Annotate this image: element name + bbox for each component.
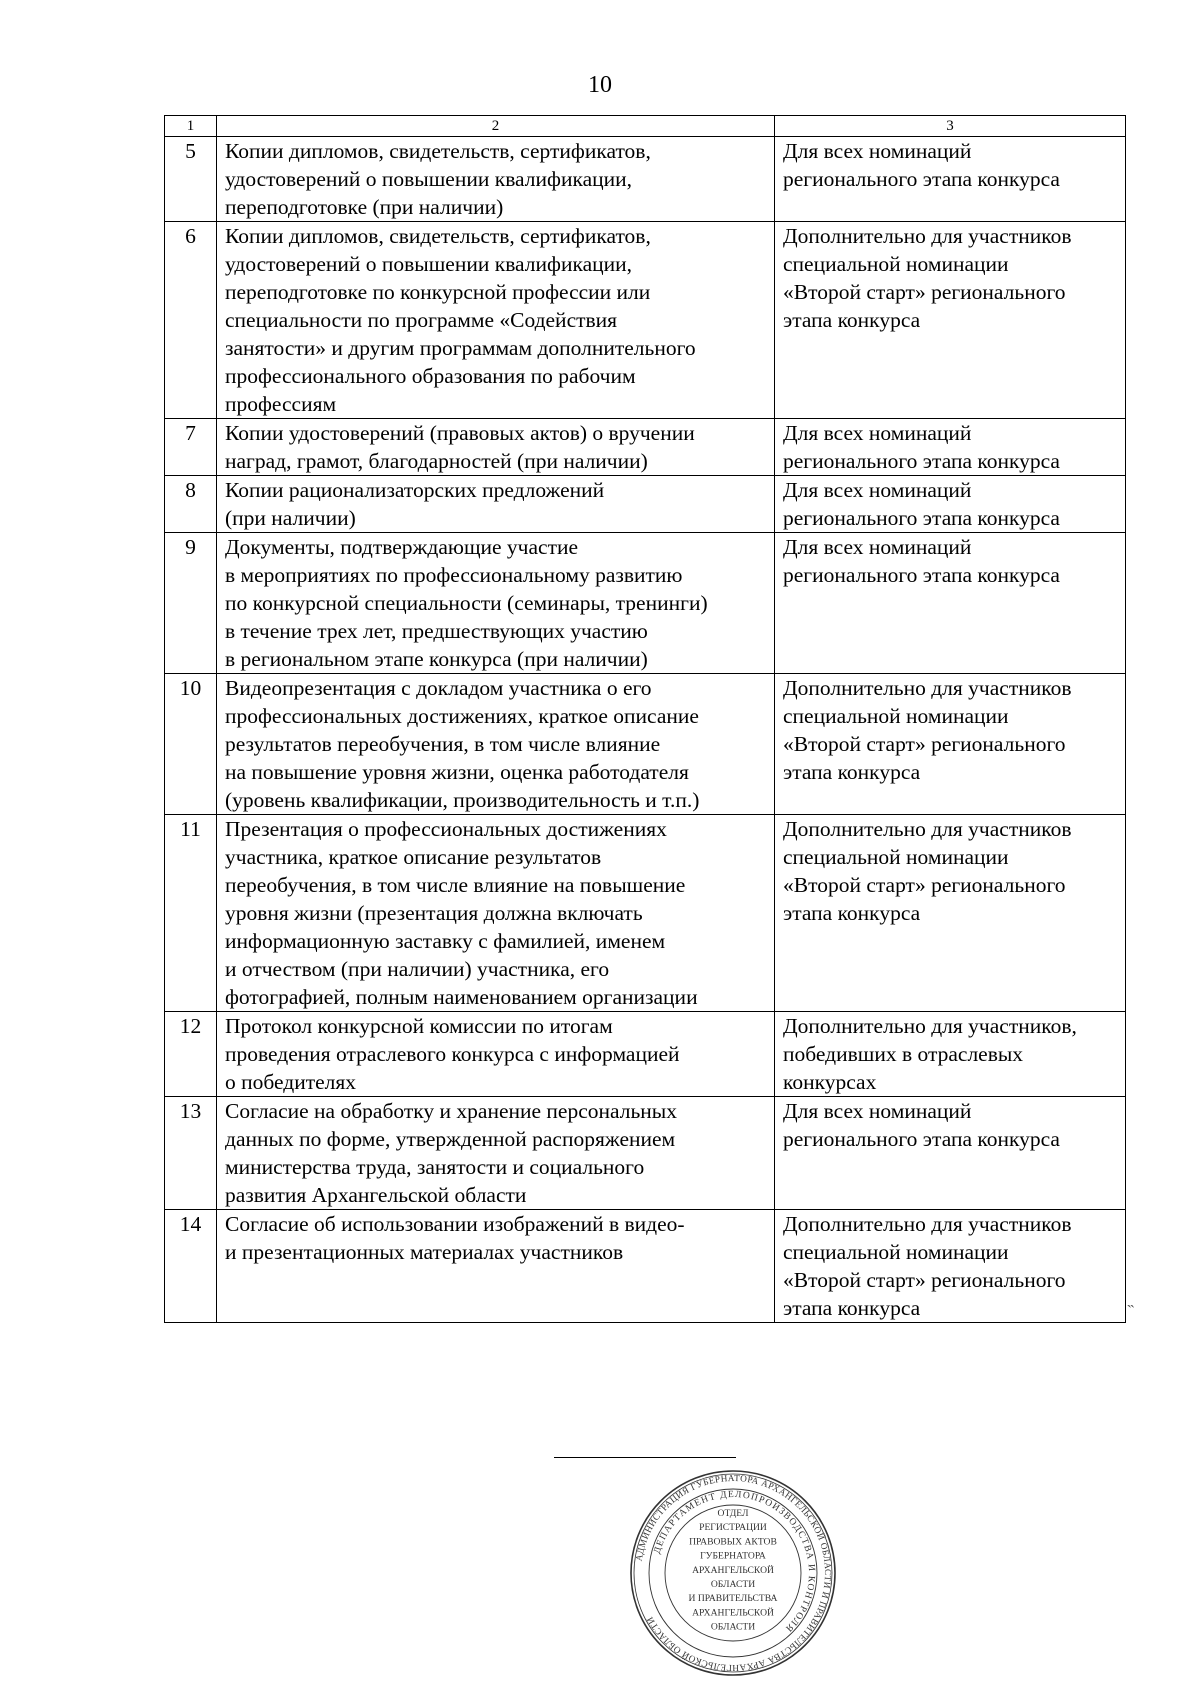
row-number: 5	[165, 137, 217, 222]
registration-stamp	[628, 1468, 838, 1678]
document-description: Копии дипломов, свидетельств, сертификатов, удостоверений о повышении квалификации, переподготовке (при наличии)	[217, 137, 775, 222]
applies-to-text: Для всех номинаций регионального этапа конкурса	[775, 137, 1126, 222]
row-number: 11	[165, 815, 217, 1012]
stamp-outer-ring-text: АДМИНИСТРАЦИЯ ГУБЕРНАТОРА АРХАНГЕЛЬСКОЙ ОБЛАСТИ И ПРАВИТЕЛЬСТВА АРХАНГЕЛЬСКОЙ ОБЛАСТИ	[633, 1472, 834, 1674]
table-row	[165, 1097, 1126, 1210]
applies-to-text: Дополнительно для участников, победивших в отраслевых конкурсах	[775, 1012, 1126, 1097]
stamp-center-line: ОТДЕЛ	[717, 1508, 749, 1519]
applies-to-text: Дополнительно для участников специальной номинации «Второй старт» регионального этапа конкурса	[775, 1210, 1126, 1323]
stamp-center-line: ГУБЕРНАТОРА	[700, 1550, 766, 1562]
table-row	[165, 222, 1126, 419]
applies-to-text: Для всех номинаций регионального этапа конкурса	[775, 1097, 1126, 1210]
table-row	[165, 815, 1126, 1012]
stamp-inner-ring-text: ДЕПАРТАМЕНТ ДЕЛОПРОИЗВОДСТВА И КОНТРОЛЯ	[652, 1489, 817, 1634]
table-row	[165, 674, 1126, 815]
row-number: 9	[165, 533, 217, 674]
document-description: Протокол конкурсной комиссии по итогам проведения отраслевого конкурса с информацией о победителях	[217, 1012, 775, 1097]
row-number: 10	[165, 674, 217, 815]
applies-to-text: Для всех номинаций регионального этапа конкурса	[775, 476, 1126, 533]
table-row	[165, 533, 1126, 674]
document-description: Согласие на обработку и хранение персональных данных по форме, утвержденной распоряжением министерства труда, занятости и социального развития Архангельской области	[217, 1097, 775, 1210]
stamp-center-line: ОБЛАСТИ	[710, 1579, 756, 1590]
applies-to-text: Дополнительно для участников специальной номинации «Второй старт» регионального этапа конкурса	[775, 222, 1126, 419]
stamp-center-line: АРХАНГЕЛЬСКОЙ	[692, 1564, 774, 1576]
row-number: 13	[165, 1097, 217, 1210]
column-header-applies-to: 3	[775, 116, 1126, 137]
row-number: 7	[165, 419, 217, 476]
margin-mark: ˵	[1128, 1296, 1134, 1313]
documents-table	[164, 115, 1126, 1323]
column-header-number: 1	[165, 116, 217, 137]
column-header-document: 2	[217, 116, 775, 137]
stamp-center-line: ОБЛАСТИ	[710, 1621, 756, 1633]
document-description: Документы, подтверждающие участие в мероприятиях по профессиональному развитию по конкурсной специальности (семинары, тренинги) в течение трех лет, предшествующих участию в региональном этапе конкурса (при наличии)	[217, 533, 775, 674]
document-description: Копии рационализаторских предложений (при наличии)	[217, 476, 775, 533]
row-number: 8	[165, 476, 217, 533]
document-description: Презентация о профессиональных достижениях участника, краткое описание результатов переобучения, в том числе влияние на повышение уровня жизни (презентация должна включать информационную заставку с фамилией, именем и отчеством (при наличии) участника, его фотографией, полным наименованием организации	[217, 815, 775, 1012]
document-description: Копии удостоверений (правовых актов) о вручении наград, грамот, благодарностей (при наличии)	[217, 419, 775, 476]
row-number: 14	[165, 1210, 217, 1323]
document-description: Согласие об использовании изображений в видео- и презентационных материалах участников	[217, 1210, 775, 1323]
page-number: 10	[588, 72, 612, 98]
applies-to-text: Для всех номинаций регионального этапа конкурса	[775, 533, 1126, 674]
document-description: Видеопрезентация с докладом участника о его профессиональных достижениях, краткое описание результатов переобучения, в том числе влияние на повышение уровня жизни, оценка работодателя (уровень квалификации, производительность и т.п.)	[217, 674, 775, 815]
applies-to-text: Для всех номинаций регионального этапа конкурса	[775, 419, 1126, 476]
table-row	[165, 419, 1126, 476]
stamp-center-line: РЕГИСТРАЦИИ	[699, 1522, 767, 1534]
document-description: Копии дипломов, свидетельств, сертификатов, удостоверений о повышении квалификации, переподготовке по конкурсной профессии или специальности по программе «Содействия занятости» и другим программам дополнительного профессионального образования по рабочим профессиям	[217, 222, 775, 419]
table-row	[165, 1012, 1126, 1097]
signature-line	[554, 1457, 736, 1458]
table-row	[165, 476, 1126, 533]
stamp-center-line: ПРАВОВЫХ АКТОВ	[689, 1536, 777, 1548]
stamp-center-line: И ПРАВИТЕЛЬСТВА	[688, 1593, 778, 1605]
row-number: 6	[165, 222, 217, 419]
applies-to-text: Дополнительно для участников специальной номинации «Второй старт» регионального этапа конкурса	[775, 674, 1126, 815]
applies-to-text: Дополнительно для участников специальной номинации «Второй старт» регионального этапа конкурса	[775, 815, 1126, 1012]
table-row	[165, 1210, 1126, 1323]
table-header-row	[165, 116, 1126, 137]
table-row	[165, 137, 1126, 222]
row-number: 12	[165, 1012, 217, 1097]
stamp-center-line: АРХАНГЕЛЬСКОЙ	[692, 1607, 774, 1619]
